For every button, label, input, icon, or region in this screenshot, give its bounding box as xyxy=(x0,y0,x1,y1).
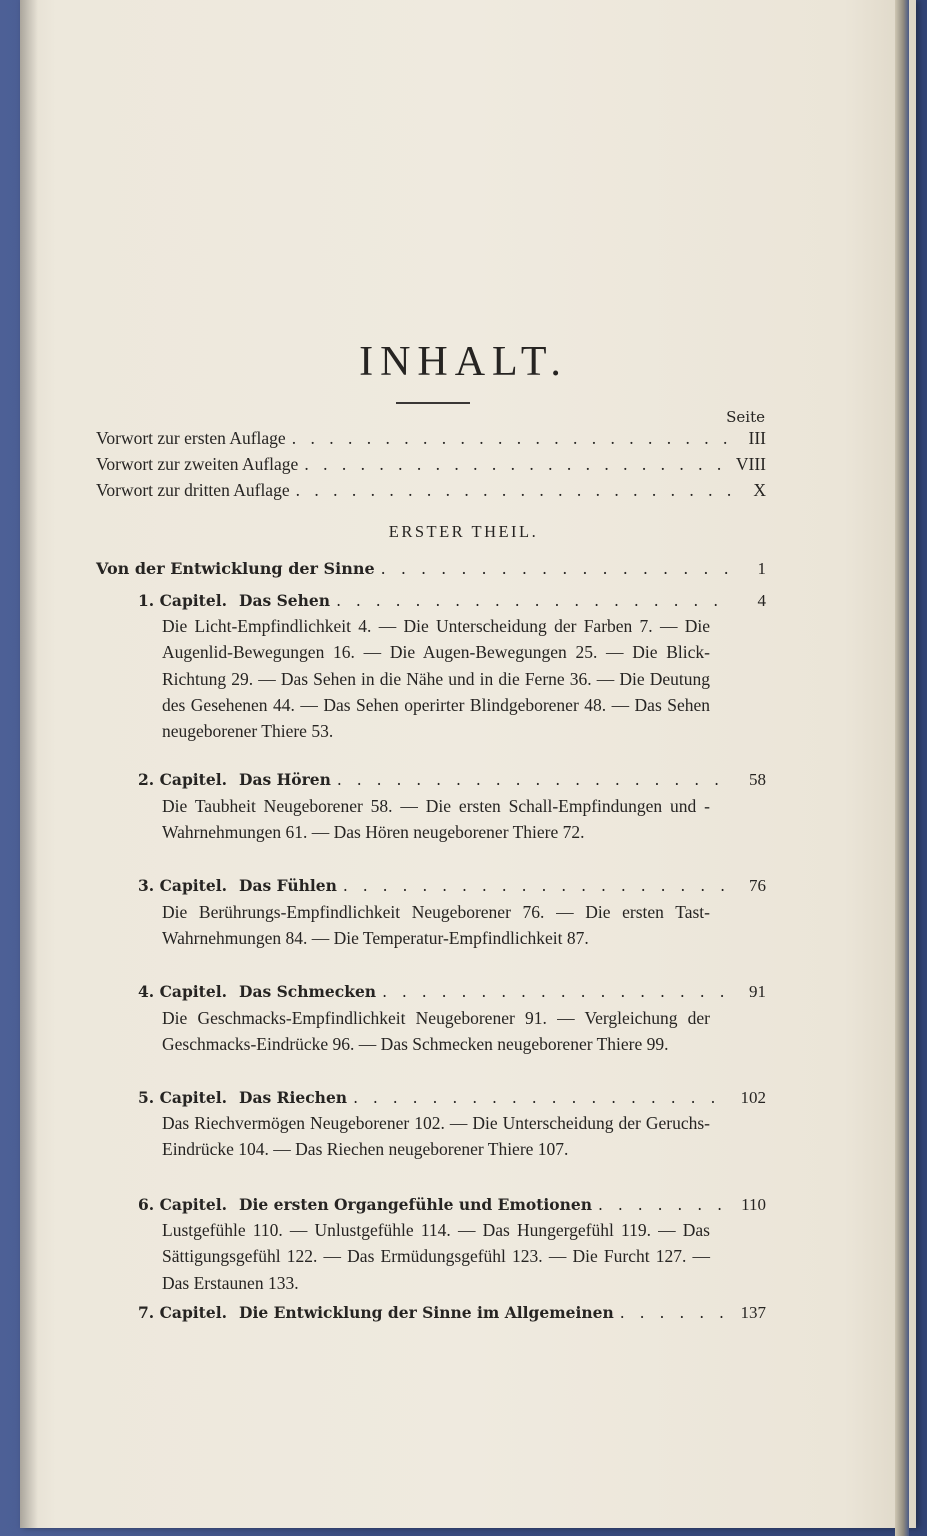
chapter-number: 6. Capitel. xyxy=(138,1195,227,1214)
dot-leader xyxy=(337,877,726,895)
page-title: INHALT. xyxy=(359,339,568,385)
chapter-page: 76 xyxy=(749,876,766,895)
title-rule xyxy=(396,402,470,404)
part-heading: ERSTER THEIL. xyxy=(388,522,539,541)
page-edge xyxy=(895,0,909,1536)
dot-leader xyxy=(375,559,734,578)
dot-leader xyxy=(298,454,734,475)
dot-leader xyxy=(286,428,734,449)
chapter-title: Die ersten Organgefühle und Emotionen xyxy=(239,1195,593,1214)
dot-leader xyxy=(347,1089,726,1107)
toc-preface-page: VIII xyxy=(735,454,766,474)
chapter-3-summary: Die Berührungs-Empfindlichkeit Neugeborener 76. — Die ersten Tast-Wahrnehmungen 84. — Die Temperatur-Empfindlichkeit 87. xyxy=(162,902,710,949)
chapter-6-summary: Lustgefühle 110. — Unlustgefühle 114. — Das Hungergefühl 119. — Das Sättigungsgefühl 122. — Das Ermüdungsgefühl 123. — Die Furcht 127. — Das Erstaunen 133. xyxy=(162,1220,710,1293)
dot-leader xyxy=(592,1196,726,1214)
dot-leader xyxy=(614,1304,726,1322)
chapter-page: 137 xyxy=(740,1303,766,1322)
chapter-title: Das Schmecken xyxy=(239,982,377,1001)
toc-preface-2 xyxy=(96,454,766,480)
toc-section-label: Von der Entwicklung der Sinne xyxy=(96,559,375,578)
chapter-number: 3. Capitel. xyxy=(138,876,227,895)
spine-shadow xyxy=(20,0,38,1528)
page-column-label: Seite xyxy=(726,408,765,426)
chapter-page: 4 xyxy=(757,591,766,610)
dot-leader xyxy=(331,771,726,789)
toc-preface-label: Vorwort zur ersten Auflage xyxy=(96,428,286,448)
chapter-number: 1. Capitel. xyxy=(138,591,227,610)
chapter-page: 102 xyxy=(740,1088,766,1107)
chapter-title: Das Fühlen xyxy=(239,876,337,895)
chapter-5-summary: Das Riechvermögen Neugeborener 102. — Die Unterscheidung der Geruchs-Eindrücke 104. — Das Riechen neugeborener Thiere 107. xyxy=(162,1113,710,1160)
toc-section xyxy=(96,559,766,585)
chapter-page: 91 xyxy=(749,982,766,1001)
book-page xyxy=(20,0,916,1528)
chapter-page: 110 xyxy=(741,1195,766,1214)
toc-preface-page: X xyxy=(753,480,766,500)
toc-preface-label: Vorwort zur zweiten Auflage xyxy=(96,454,299,474)
chapter-title: Die Entwicklung der Sinne im Allgemeinen xyxy=(239,1303,614,1322)
chapter-page: 58 xyxy=(749,770,766,789)
chapter-4-summary: Die Geschmacks-Empfindlichkeit Neugeborener 91. — Vergleichung der Geschmacks-Eindrücke 96. — Das Schmecken neugeborener Thiere 99. xyxy=(162,1008,710,1055)
chapter-1-summary: Die Licht-Empfindlichkeit 4. — Die Unterscheidung der Farben 7. — Die Augenlid-Bewegungen 16. — Die Augen-Bewegungen 25. — Die Blick-Richtung 29. — Das Sehen in die Nähe und in die Ferne 36. — Die Deutung des Gesehenen 44. — Das Sehen operirter Blindgeborener 48. — Das Sehen neugeborener Thiere 53. xyxy=(162,616,710,742)
toc-preface-page: III xyxy=(748,428,766,448)
chapter-2-summary: Die Taubheit Neugeborener 58. — Die ersten Schall-Empfindungen und -Wahrnehmungen 61. — Das Hören neugeborener Thiere 72. xyxy=(162,796,710,843)
toc-preface-3 xyxy=(96,480,766,506)
chapter-number: 4. Capitel. xyxy=(138,982,227,1001)
chapter-title: Das Hören xyxy=(239,770,331,789)
chapter-7-heading xyxy=(138,1303,766,1329)
chapter-number: 7. Capitel. xyxy=(138,1303,227,1322)
dot-leader xyxy=(290,480,734,501)
chapter-title: Das Riechen xyxy=(239,1088,348,1107)
chapter-number: 2. Capitel. xyxy=(138,770,227,789)
toc-preface-label: Vorwort zur dritten Auflage xyxy=(96,480,290,500)
dot-leader xyxy=(376,983,726,1001)
chapter-title: Das Sehen xyxy=(239,591,331,610)
toc-section-page: 1 xyxy=(757,559,766,578)
chapter-number: 5. Capitel. xyxy=(138,1088,227,1107)
dot-leader xyxy=(330,592,726,610)
toc-preface-1 xyxy=(96,428,766,454)
